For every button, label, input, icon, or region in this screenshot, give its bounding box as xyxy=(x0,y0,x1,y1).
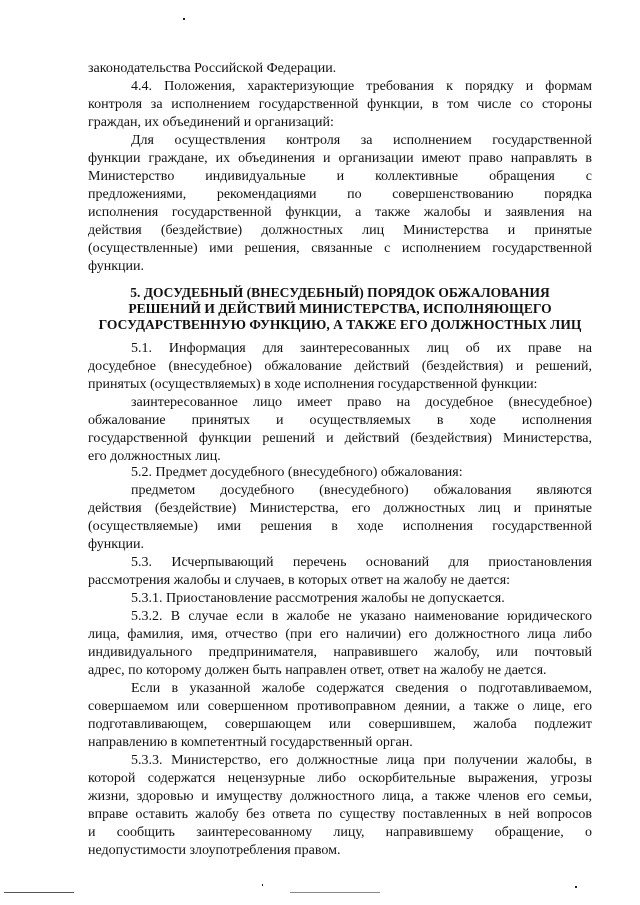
text-line: функции. xyxy=(88,259,144,274)
text-line: 5.3.3. Министерство, его должностные лица при получении жалобы, в xyxy=(131,753,592,768)
text-line: которой содержатся нецензурные либо оскорбительные выражения, угрозы xyxy=(88,771,592,786)
text-line: вправе оставить жалобу без ответа по существу поставленных в ней вопросов xyxy=(88,807,592,822)
text-line: (осуществленные) ими решения, связанные с исполнением государственной xyxy=(88,241,592,256)
scan-speck xyxy=(262,884,263,886)
text-line: (осуществляемые) ими решения в ходе исполнения государственной xyxy=(88,519,592,534)
text-line: подготавливающем, совершающем или совершившем, жалоба подлежит xyxy=(88,717,592,732)
text-line: функции граждане, их объединения и организации имеют право направлять в xyxy=(88,151,592,166)
text-line: предметом досудебного (внесудебного) обжалования являются xyxy=(131,483,592,498)
scan-line xyxy=(4,892,74,893)
text-line: функции. xyxy=(88,537,144,552)
section-heading: РЕШЕНИЙ И ДЕЙСТВИЙ МИНИСТЕРСТВА, ИСПОЛНЯЮЩЕГО xyxy=(128,301,552,316)
text-line: совершаемом или совершенном противоправном деянии, а также о лице, его xyxy=(88,699,592,714)
text-line: лица, фамилия, имя, отчество (при его наличии) его должностного лица либо xyxy=(88,627,592,642)
text-line: обжалование принятых и осуществляемых в ходе исполнения xyxy=(88,413,592,428)
scan-line xyxy=(290,892,380,893)
scan-speck xyxy=(183,18,185,20)
text-line: принятых (осуществляемых) в ходе исполнения государственной функции: xyxy=(88,377,538,392)
text-line: рассмотрения жалобы и случаев, в которых ответ на жалобу не дается: xyxy=(88,573,511,588)
text-line: Министерство индивидуальные и коллективные обращения с xyxy=(88,169,592,184)
text-line: Если в указанной жалобе содержатся сведения о подготавливаемом, xyxy=(131,681,592,696)
text-line: 5.1. Информация для заинтересованных лиц об их праве на xyxy=(131,341,592,356)
text-line: предложениями, рекомендациями по совершенствованию порядка xyxy=(88,187,592,202)
text-line: 5.3.1. Приостановление рассмотрения жалобы не допускается. xyxy=(131,591,505,606)
text-line: жизни, здоровью и имуществу должностного лица, а также членов его семьи, xyxy=(88,789,592,804)
text-line: недопустимости злоупотребления правом. xyxy=(88,843,341,858)
text-line: 4.4. Положения, характеризующие требования к порядку и формам xyxy=(131,79,592,94)
text-line: его должностных лиц. xyxy=(88,449,221,464)
section-heading: ГОСУДАРСТВЕННУЮ ФУНКЦИЮ, А ТАКЖЕ ЕГО ДОЛЖНОСТНЫХ ЛИЦ xyxy=(98,317,582,332)
section-heading: 5. ДОСУДЕБНЫЙ (ВНЕСУДЕБНЫЙ) ПОРЯДОК ОБЖАЛОВАНИЯ xyxy=(130,285,550,300)
scan-speck xyxy=(575,886,577,888)
text-line: 5.3.2. В случае если в жалобе не указано наименование юридического xyxy=(131,609,592,624)
text-line: законодательства Российской Федерации. xyxy=(88,61,337,76)
text-line: государственной функции решений и действий (бездействия) Министерства, xyxy=(88,431,592,446)
text-line: исполнения государственной функции, а также жалобы и заявления на xyxy=(88,205,592,220)
text-line: граждан, их объединений и организаций: xyxy=(88,115,334,130)
text-line: Для осуществления контроля за исполнением государственной xyxy=(131,133,592,148)
text-line: заинтересованное лицо имеет право на досудебное (внесудебное) xyxy=(131,395,592,410)
text-line: действия (бездействие) должностных лиц Министерства и принятые xyxy=(88,223,592,238)
text-line: действия (бездействие) Министерства, его должностных лиц и принятые xyxy=(88,501,592,516)
text-line: адрес, по которому должен быть направлен ответ, ответ на жалобу не дается. xyxy=(88,663,547,678)
text-line: и сообщить заинтересованному лицу, направившему обращение, о xyxy=(88,825,592,840)
text-line: индивидуального предпринимателя, направившего жалобу, или почтовый xyxy=(88,645,592,660)
text-line: контроля за исполнением государственной функции, в том числе со стороны xyxy=(88,97,592,112)
text-line: 5.2. Предмет досудебного (внесудебного) обжалования: xyxy=(131,465,463,480)
text-line: досудебное (внесудебное) обжалование действий (бездействия) и решений, xyxy=(88,359,592,374)
text-line: направлению в компетентный государственный орган. xyxy=(88,735,413,750)
text-line: 5.3. Исчерпывающий перечень оснований для приостановления xyxy=(131,555,592,570)
